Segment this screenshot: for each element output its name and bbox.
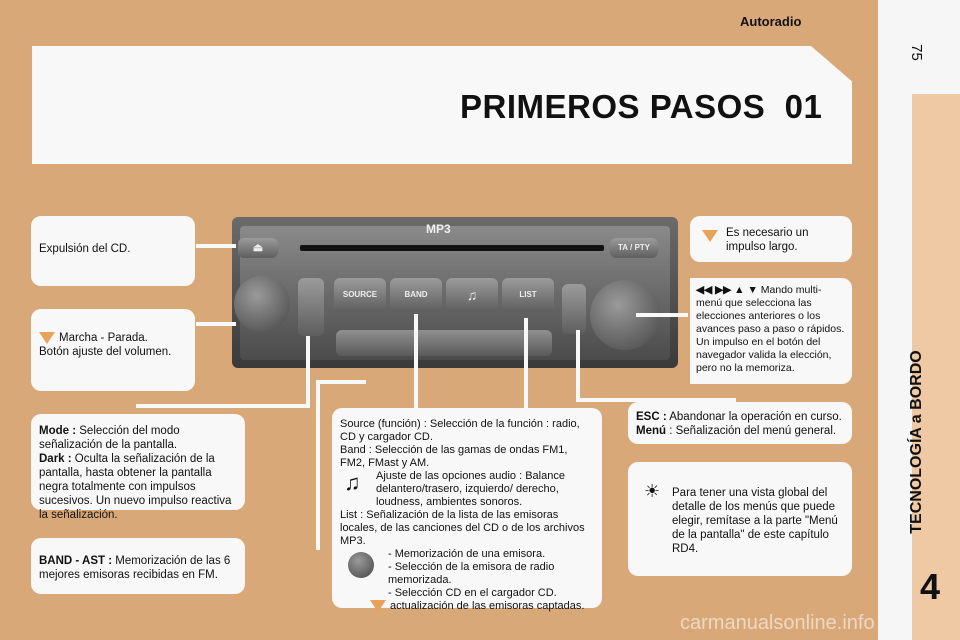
band-button: BAND: [390, 278, 442, 312]
connector-source: [414, 314, 418, 414]
connector-esc-v: [576, 330, 580, 400]
dark-text: Oculta la señalización de la pantalla, hasta obtener la pantalla negra totalmente con impulsos sucesivos. Un nuevo impulso reactiva la señalización.: [39, 453, 232, 521]
info-text: Para tener una vista global del detalle de los menús que puede elegir, remítase a la parte "Menú de la pantalla" de este capítulo RD4.: [672, 487, 838, 555]
cd-slot: [300, 245, 604, 251]
radio-brand-label: MP3: [426, 222, 451, 236]
source-line-1: Source (función) : Selección de la función : radio, CD y cargador CD.: [340, 418, 580, 443]
source-button: SOURCE: [334, 278, 386, 312]
mode-label: Mode :: [39, 425, 77, 437]
band-ast-label: BAND - AST :: [39, 555, 113, 567]
source-line-4: List : Señalización de la lista de las emisoras locales, de las canciones del CD o de los archivos MP3.: [340, 509, 585, 547]
preset-options: [340, 548, 594, 600]
connector-expulsion: [196, 244, 236, 248]
connector-band-v: [316, 380, 320, 550]
ta-pty-button: TA / PTY: [610, 238, 658, 258]
connector-band-h: [316, 380, 366, 384]
audio-options: [340, 470, 594, 509]
warning-icon: [702, 230, 718, 242]
source-line-2: Band : Selección de las gamas de ondas FM1, FM2, FMast y AM.: [340, 444, 568, 469]
callout-info: [628, 462, 852, 576]
callout-mode-dark: [31, 414, 245, 521]
warning-icon: [370, 600, 386, 612]
callout-marcha-line2: Botón ajuste del volumen.: [39, 346, 172, 358]
esc-text: Abandonar la operación en curso.: [666, 411, 842, 423]
source-line-3: Ajuste de las opciones audio : Balance delantero/trasero, izquierdo/ derecho, loudness, ambientes sonoros.: [376, 470, 565, 508]
esc-label: ESC :: [636, 411, 667, 423]
impulso-text: Es necesario un impulso largo.: [726, 227, 809, 253]
callout-expulsion-text: Expulsión del CD.: [39, 243, 131, 255]
section-header: Autoradio: [740, 14, 802, 29]
volume-knob: [234, 276, 290, 332]
eject-button: ⏏: [238, 238, 278, 258]
callout-source-band-list: [332, 408, 602, 612]
page-number: 75: [907, 44, 925, 61]
connector-mode-h: [136, 404, 308, 408]
mode-text: Selección del modo señalización de la pantalla.: [39, 425, 180, 451]
callout-esc-menu: [628, 402, 852, 444]
esc-menu-buttons: [562, 284, 586, 334]
chapter-number: 4: [920, 566, 941, 607]
mando-arrow-icons: ◀◀ ▶▶ ▲ ▼: [696, 284, 758, 296]
band-ast-text: Memorización de las 6 mejores emisoras recibidas en FM.: [39, 555, 231, 581]
list-button: LIST: [502, 278, 554, 312]
warning-icon: [39, 332, 55, 344]
connector-list: [524, 318, 528, 414]
connector-mando: [636, 313, 688, 317]
dark-label: Dark :: [39, 453, 72, 465]
audio-button: ♫: [446, 278, 498, 312]
callout-marcha-line1: Marcha - Parada.: [59, 332, 148, 344]
music-note-icon: ♫: [344, 470, 361, 495]
connector-mode-v: [306, 336, 310, 408]
watermark: carmanualsonline.info: [680, 612, 875, 634]
callout-mando: [690, 278, 852, 384]
source-line-8: actualización de las emisoras captadas.: [390, 600, 585, 612]
callout-marcha: [31, 309, 195, 391]
update-note: [340, 600, 594, 613]
source-line-6: - Selección de la emisora de radio memorizada.: [388, 561, 555, 586]
callout-expulsion: [31, 216, 195, 286]
menu-label: Menú: [636, 425, 667, 437]
vertical-chapter-title: TECNOLOGÍA a BORDO: [908, 350, 925, 534]
callout-impulso: [690, 216, 852, 262]
page-title: PRIMEROS PASOS 01: [460, 88, 823, 125]
light-bulb-icon: ☀: [644, 481, 661, 501]
preset-button-icon: [348, 552, 374, 578]
preset-buttons-row: [336, 330, 552, 356]
callout-band-ast: [31, 538, 245, 594]
source-line-7: - Selección CD en el cargador CD.: [388, 587, 557, 599]
menu-text: : Señalización del menú general.: [666, 425, 837, 437]
mode-button: [298, 278, 324, 336]
source-line-5: - Memorización de una emisora.: [388, 548, 546, 560]
connector-volume: [196, 322, 236, 326]
mando-text: Mando multi-menú que selecciona las elecciones anteriores o los avances paso a paso o rápidos. Un impulso en el botón del navegador valida la elección, pero no la memoriza.: [696, 284, 845, 374]
